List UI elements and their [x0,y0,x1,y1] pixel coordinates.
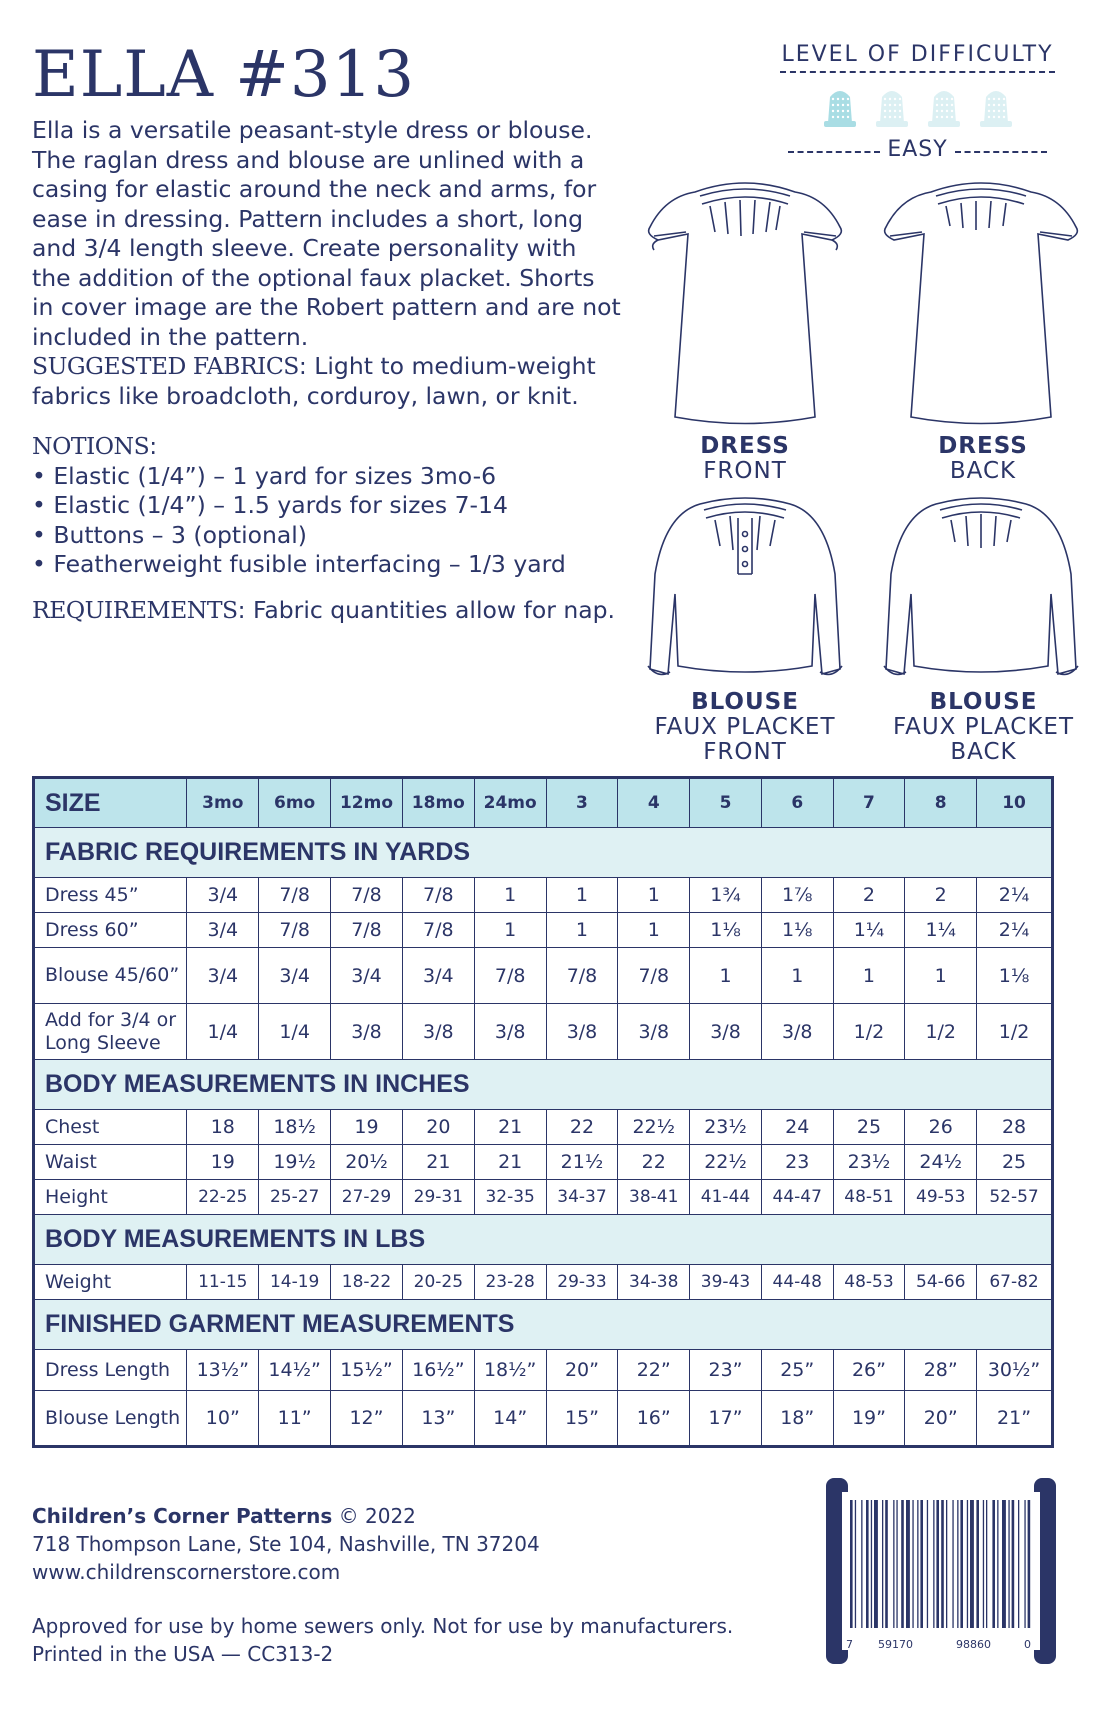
difficulty-panel [780,42,1055,162]
garment-variant: FAUX PLACKET [654,714,836,740]
table-cell: 18½” [474,1350,546,1391]
website: www.childrenscornerstore.com [32,1560,341,1584]
table-cell: 19 [331,1110,403,1145]
table-cell: 29-31 [402,1180,474,1215]
thimble-icon [976,85,1016,129]
table-cell: 1 [905,948,977,1004]
notions [32,432,632,580]
size-column-header: 12mo [331,778,403,828]
table-row [34,1265,1053,1300]
table-cell: 1 [618,913,690,948]
size-column-header: 3mo [187,778,259,828]
table-cell: 32-35 [474,1180,546,1215]
table-cell: 15½” [331,1350,403,1391]
dress-back-illustration [876,172,1086,434]
notion-item: • Elastic (1/4”) – 1 yard for sizes 3mo-6 [32,461,497,490]
table-cell: 7/8 [331,878,403,913]
table-row [34,1004,1053,1060]
table-cell: 1⅞ [761,878,833,913]
table-cell: 18-22 [331,1265,403,1300]
label-dress-back [873,434,1093,484]
table-cell: 14-19 [259,1265,331,1300]
table-cell: 3/8 [474,1004,546,1060]
table-cell: 3/8 [331,1004,403,1060]
size-header-label: SIZE [34,778,187,828]
row-label: Waist [34,1145,187,1180]
barcode-check-digit: 0 [1024,1638,1031,1651]
table-cell: 20” [905,1391,977,1447]
garment-name: DRESS [938,433,1028,459]
row-label: Dress Length [34,1350,187,1391]
table-cell: 10” [187,1391,259,1447]
row-label: Blouse 45/60” [34,948,187,1004]
table-row [34,1350,1053,1391]
table-cell: 1 [546,878,618,913]
thimble-icon [820,85,860,129]
section-row [34,1215,1053,1265]
barcode [826,1478,1056,1664]
publisher-info [32,1502,733,1668]
table-cell: 7/8 [618,948,690,1004]
row-label: Add for 3/4 or Long Sleeve [34,1004,187,1060]
table-cell: 1¾ [690,878,762,913]
size-column-header: 8 [905,778,977,828]
size-column-header: 6 [761,778,833,828]
table-cell: 19 [187,1145,259,1180]
notions-heading: NOTIONS [32,432,150,460]
difficulty-title: LEVEL OF DIFFICULTY [780,42,1055,73]
dress-front-illustration [640,172,850,434]
table-cell: 29-33 [546,1265,618,1300]
table-cell: 1/2 [905,1004,977,1060]
table-cell: 20 [402,1110,474,1145]
table-cell: 18½ [259,1110,331,1145]
table-cell: 25 [833,1110,905,1145]
row-label: Dress 45” [34,878,187,913]
table-cell: 52-57 [977,1180,1053,1215]
label-dress-front [635,434,855,484]
size-chart-table [32,776,1054,1448]
section-row [34,1300,1053,1350]
table-cell: 1 [618,878,690,913]
table-cell: 20” [546,1350,618,1391]
size-header-row [34,778,1053,828]
table-cell: 22-25 [187,1180,259,1215]
table-cell: 17” [690,1391,762,1447]
table-cell: 34-37 [546,1180,618,1215]
table-cell: 1/2 [977,1004,1053,1060]
blouse-back-illustration [876,494,1086,686]
table-cell: 7/8 [331,913,403,948]
table-cell: 14½” [259,1350,331,1391]
table-cell: 23 [761,1145,833,1180]
table-cell: 26 [905,1110,977,1145]
size-column-header: 6mo [259,778,331,828]
table-cell: 34-38 [618,1265,690,1300]
fabrics-text: : Light to medium-weight fabrics like broadcloth, corduroy, lawn, or knit. [32,352,596,410]
garment-view: FRONT [703,739,787,765]
section-row [34,1060,1053,1110]
table-row [34,948,1053,1004]
table-cell: 7/8 [402,878,474,913]
table-cell: 11-15 [187,1265,259,1300]
table-cell: 25 [977,1145,1053,1180]
size-column-header: 10 [977,778,1053,828]
table-cell: 1 [546,913,618,948]
table-cell: 44-48 [761,1265,833,1300]
table-cell: 1⅛ [761,913,833,948]
notion-item: • Buttons – 3 (optional) [32,520,307,549]
barcode-digits-mid: 59170 [878,1638,913,1651]
table-cell: 23” [690,1350,762,1391]
size-column-header: 5 [690,778,762,828]
table-cell: 22 [618,1145,690,1180]
table-cell: 1/4 [187,1004,259,1060]
size-column-header: 7 [833,778,905,828]
table-cell: 41-44 [690,1180,762,1215]
table-cell: 21 [474,1145,546,1180]
section-title: BODY MEASUREMENTS IN LBS [34,1215,1053,1265]
row-label: Height [34,1180,187,1215]
notion-item: • Featherweight fusible interfacing – 1/3 yard [32,550,566,578]
table-cell: 20½ [331,1145,403,1180]
thimble-icon [872,85,912,129]
thimble-icon [924,85,964,129]
difficulty-level: EASY [780,137,1055,162]
notion-item: • Elastic (1/4”) – 1.5 yards for sizes 7-14 [32,491,508,519]
table-cell: 24 [761,1110,833,1145]
size-column-header: 4 [618,778,690,828]
garment-name: DRESS [700,433,790,459]
table-cell: 39-43 [690,1265,762,1300]
table-cell: 49-53 [905,1180,977,1215]
garment-view: BACK [950,739,1017,765]
barcode-digit-left: 7 [846,1638,853,1651]
requirements-text: : Fabric quantities allow for nap. [237,596,616,624]
table-cell: 1/2 [833,1004,905,1060]
blouse-front-illustration [640,494,850,686]
table-cell: 21½ [546,1145,618,1180]
table-cell: 3/4 [187,878,259,913]
table-cell: 1 [474,878,546,913]
table-cell: 23-28 [474,1265,546,1300]
table-row [34,1391,1053,1447]
table-cell: 18” [761,1391,833,1447]
table-cell: 11” [259,1391,331,1447]
table-cell: 7/8 [259,878,331,913]
table-row [34,1180,1053,1215]
table-cell: 1 [761,948,833,1004]
size-column-header: 18mo [402,778,474,828]
table-cell: 21” [977,1391,1053,1447]
table-cell: 7/8 [474,948,546,1004]
garment-name: BLOUSE [691,689,799,715]
approval-notice: Approved for use by home sewers only. Not for use by manufacturers. [32,1614,734,1638]
table-cell: 1¼ [833,913,905,948]
table-cell: 7/8 [259,913,331,948]
barcode-digits-right: 98860 [956,1638,991,1651]
table-cell: 1⅛ [690,913,762,948]
table-cell: 3/8 [618,1004,690,1060]
table-cell: 22½ [618,1110,690,1145]
table-cell: 44-47 [761,1180,833,1215]
table-cell: 20-25 [402,1265,474,1300]
table-cell: 23½ [833,1145,905,1180]
table-cell: 3/4 [331,948,403,1004]
table-cell: 13½” [187,1350,259,1391]
label-blouse-back [861,690,1100,765]
table-cell: 26” [833,1350,905,1391]
table-cell: 7/8 [546,948,618,1004]
table-cell: 3/8 [546,1004,618,1060]
table-cell: 19” [833,1391,905,1447]
table-cell: 16” [618,1391,690,1447]
table-row [34,913,1053,948]
table-cell: 28 [977,1110,1053,1145]
suggested-fabrics [32,352,632,411]
table-cell: 19½ [259,1145,331,1180]
table-cell: 2 [833,878,905,913]
table-cell: 1 [690,948,762,1004]
table-cell: 22 [546,1110,618,1145]
table-cell: 21 [402,1145,474,1180]
fabrics-heading: SUGGESTED FABRICS [32,352,299,380]
requirements [32,596,632,626]
row-label: Chest [34,1110,187,1145]
table-cell: 23½ [690,1110,762,1145]
table-cell: 25” [761,1350,833,1391]
table-cell: 7/8 [402,913,474,948]
size-column-header: 24mo [474,778,546,828]
table-cell: 1¼ [905,913,977,948]
table-cell: 13” [402,1391,474,1447]
table-cell: 1/4 [259,1004,331,1060]
table-cell: 3/4 [259,948,331,1004]
section-title: FINISHED GARMENT MEASUREMENTS [34,1300,1053,1350]
table-cell: 3/4 [187,913,259,948]
label-blouse-front [625,690,865,765]
table-cell: 1⅛ [977,948,1053,1004]
table-cell: 2 [905,878,977,913]
address: 718 Thompson Lane, Ste 104, Nashville, TN 37204 [32,1532,540,1556]
table-cell: 15” [546,1391,618,1447]
table-cell: 18 [187,1110,259,1145]
notions-colon: : [149,432,158,460]
section-title: FABRIC REQUIREMENTS IN YARDS [34,828,1053,878]
table-cell: 22” [618,1350,690,1391]
table-cell: 3/8 [402,1004,474,1060]
pattern-title: ELLA #313 [32,38,416,112]
table-cell: 21 [474,1110,546,1145]
table-cell: 30½” [977,1350,1053,1391]
difficulty-thimbles [780,85,1055,131]
table-cell: 1 [474,913,546,948]
printed-info: Printed in the USA — CC313-2 [32,1642,334,1666]
table-cell: 48-53 [833,1265,905,1300]
table-cell: 3/8 [761,1004,833,1060]
pattern-description: Ella is a versatile peasant-style dress or blouse. The raglan dress and blouse are unlined with a casing for elastic around the neck and arms, for ease in dressing. Pattern includes a short, long and 3/4 length sleeve. Create personality with the addition of the optional faux placket. Shorts in cover image are the Robert pattern and are not included in the pattern. [32,116,621,351]
section-row [34,828,1053,878]
table-cell: 48-51 [833,1180,905,1215]
table-cell: 38-41 [618,1180,690,1215]
row-label: Blouse Length [34,1391,187,1447]
table-cell: 3/8 [690,1004,762,1060]
table-cell: 2¼ [977,913,1053,948]
table-cell: 2¼ [977,878,1053,913]
table-row [34,1145,1053,1180]
table-cell: 27-29 [331,1180,403,1215]
garment-view: BACK [949,458,1017,484]
section-title: BODY MEASUREMENTS IN INCHES [34,1060,1053,1110]
table-cell: 14” [474,1391,546,1447]
garment-view: FRONT [703,458,787,484]
table-cell: 22½ [690,1145,762,1180]
company-name: Children’s Corner Patterns [32,1504,333,1528]
table-cell: 1 [833,948,905,1004]
table-cell: 3/4 [402,948,474,1004]
table-cell: 16½” [402,1350,474,1391]
table-cell: 3/4 [187,948,259,1004]
size-column-header: 3 [546,778,618,828]
table-row [34,1110,1053,1145]
requirements-heading: REQUIREMENTS [32,596,238,624]
table-cell: 24½ [905,1145,977,1180]
table-cell: 54-66 [905,1265,977,1300]
table-cell: 28” [905,1350,977,1391]
table-cell: 67-82 [977,1265,1053,1300]
copyright: © 2022 [332,1504,416,1528]
row-label: Weight [34,1265,187,1300]
table-row [34,878,1053,913]
garment-variant: FAUX PLACKET [892,714,1075,740]
garment-name: BLOUSE [929,689,1038,715]
table-cell: 12” [331,1391,403,1447]
table-cell: 25-27 [259,1180,331,1215]
row-label: Dress 60” [34,913,187,948]
